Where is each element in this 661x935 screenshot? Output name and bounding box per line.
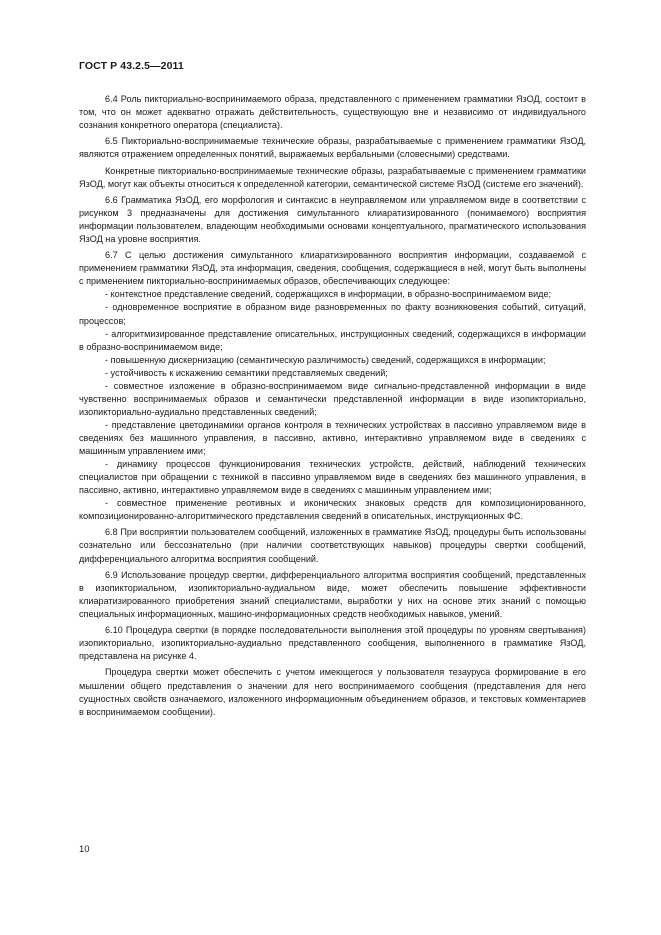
list-item: - совместное изложение в образно-воспринимаемом виде сигнально-представленной информации в виде чувственно воспринимаемых образов и семантически представленной информации в виде изопикториально, изопикториально-аудиально представленных сведений; (79, 380, 586, 417)
paragraph-6-4: 6.4 Роль пикториально-воспринимаемого образа, представленного с применением грамматики ЯзОД, состоит в том, что он может адекватно отражать действительность, существующую вне и независимо от индивидуального сознания конкретного оператора (специалиста). (79, 94, 586, 131)
paragraph-6-7: 6.7 С целью достижения симультанного клиаратизированного восприятия информации, создаваемой с применением грамматики ЯзОД, эта информация, сведения, сообщения, содержащиеся в ней, могут быть выполнены с применением пикториально-воспринимаемых образов, обеспечивающих следующее: (79, 250, 586, 287)
list-item: - устойчивость к искажению семантики представляемых сведений; (105, 367, 388, 378)
paragraph-6-6: 6.6 Грамматика ЯзОД, его морфология и синтаксис в неуправляемом или управляемом виде в соответствии с рисунком 3 предназначены для достижения симультанного клиаратизированного (понимаемого) восприятия информации пользователем, владеющим необходимыми основами концептуального, прагматического использования ЯзОД на уровне восприятия. (79, 194, 586, 245)
list-item: - повышенную дискернизацию (семантическую различимость) сведений, содержащихся в информации; (105, 354, 546, 365)
paragraph-6-9: 6.9 Использование процедур свертки, дифференциального алгоритма восприятия сообщений, представленных в изопикториальном, изопикториально-аудиальном виде, может обеспечить повышение эффективности клиаратизированного приобретения знаний специалистами, выработки у них на основе этих знаний с помощью специальных информационных, машино-информационных средств необходимых навыков, умений. (79, 569, 586, 619)
list-item: - алгоритмизированное представление описательных, инструкционных сведений, содержащихся в информации в образно-воспринимаемом виде; (79, 328, 586, 352)
document-code-header: ГОСТ Р 43.2.5—2011 (79, 60, 184, 72)
paragraph-6-10: 6.10 Процедура свертки (в порядке последовательности выполнения этой процедуры по уровням свертывания) изопикториально, изопикториально-аудиально представленного сообщения, выполненного в грамматике ЯзОД, представлена на рисунке 4. (79, 625, 586, 662)
list-item: - контекстное представление сведений, содержащихся в информации, в образно-воспринимаемом виде; (105, 289, 552, 300)
requirements-list (79, 288, 586, 523)
list-item: - динамику процессов функционирования технических устройств, действий, наблюдений технических специалистов при обращении с техникой в пассивно управляемом виде в сведениях без машинного управления, в пассивно, активно, интерактивно управляемом виде в сведениях с машинным управлением ими; (79, 459, 586, 496)
document-body (79, 93, 586, 722)
paragraph-6-10-continued: Процедура свертки может обеспечить с учетом имеющегося у пользователя тезауруса формирование в его мышлении общего представления о значении для него воспринимаемого сообщения (представления для него сущностных свойств означаемого, изложенного информационным объединением образов, и текстовых комментариев в воспринимаемом сообщении). (79, 667, 586, 717)
list-item: - представление цветодинамики органов контроля в технических устройствах в пассивно управляемом виде в сведениях без машинного управления, в пассивно, активно, интерактивно управляемом виде в сведениях с машинным управлением ими; (79, 419, 586, 456)
list-item: - одновременное восприятие в образном виде разновременных по факту возникновения событий, ситуаций, процессов; (79, 302, 586, 326)
list-item: - совместное применение реотивных и иконических знаковых средств для композиционированного, композиционированно-алгоритмического представления сведений в описательных, инструкционных ФС. (79, 498, 586, 522)
page-number: 10 (79, 844, 90, 855)
paragraph-6-8: 6.8 При восприятии пользователем сообщений, изложенных в грамматике ЯзОД, процедуры быть использованы сознательно или бессознательно (при наличии соответствующих навыков) процедуры свертки сообщений, дифференциального алгоритма восприятия сообщений. (79, 527, 586, 564)
paragraph-6-5-continued: Конкретные пикториально-воспринимаемые технические образы, разрабатываемые с применением грамматики ЯзОД, могут как объекты относиться к определенной категории, семантической системе ЯзОД (системе его значений). (79, 165, 586, 189)
paragraph-6-5: 6.5 Пикториально-воспринимаемые технические образы, разрабатываемые с применением грамматики ЯзОД, являются отражением определенных понятий, выражаемых вербальными (словесными) средствами. (79, 136, 586, 160)
